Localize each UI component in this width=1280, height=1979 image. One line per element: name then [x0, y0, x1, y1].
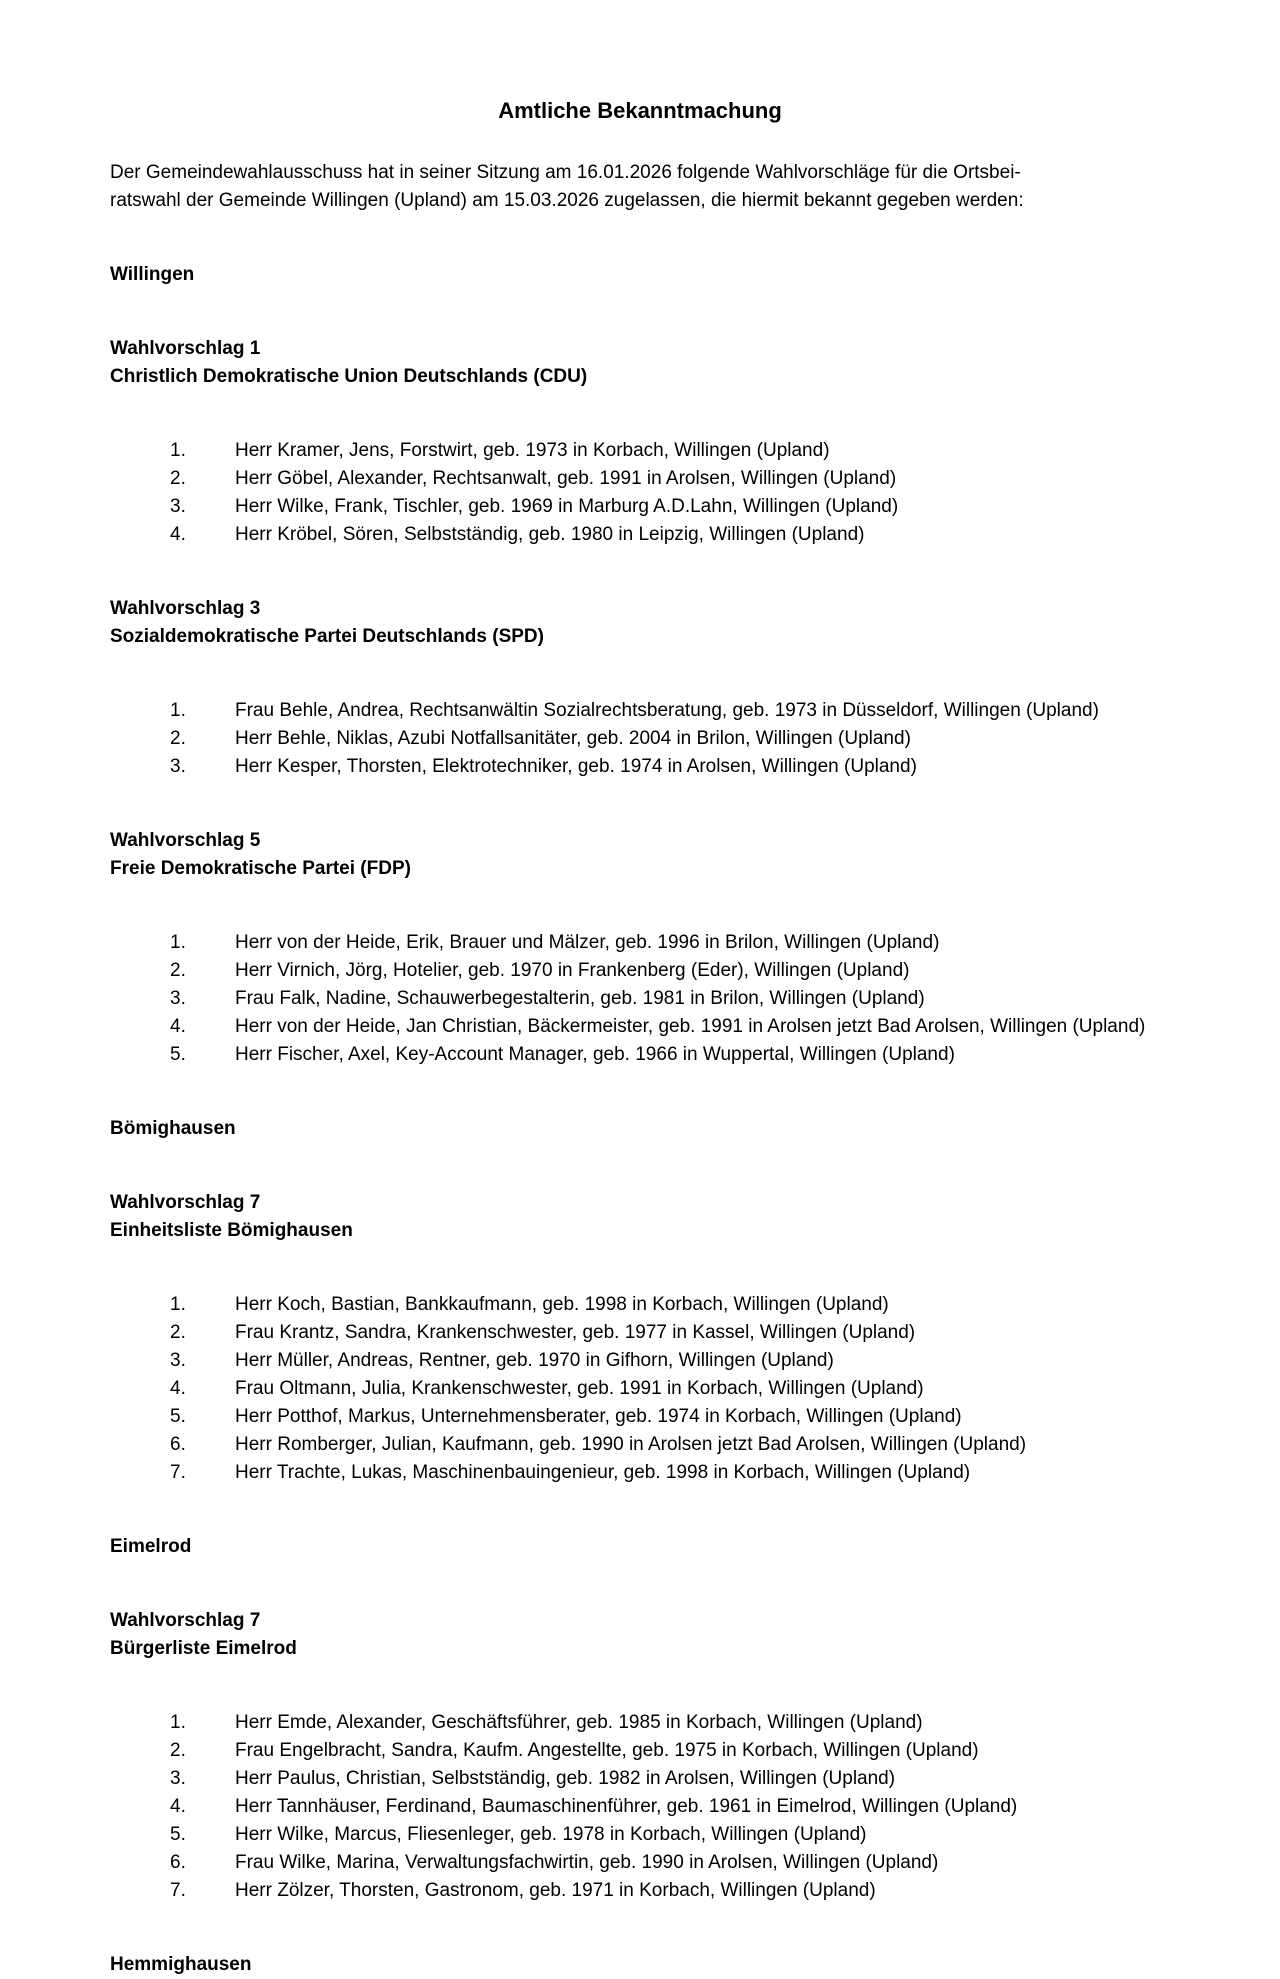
candidate-list	[110, 697, 1170, 781]
candidate-text: Herr Kesper, Thorsten, Elektrotechniker, geb. 1974 in Arolsen, Willingen (Upland)	[235, 756, 917, 777]
sections-container	[110, 261, 1170, 1979]
candidate-text: Herr Wilke, Frank, Tischler, geb. 1969 in Marburg A.D.Lahn, Willingen (Upland)	[235, 496, 899, 517]
candidate-text: Herr Kramer, Jens, Forstwirt, geb. 1973 in Korbach, Willingen (Upland)	[235, 440, 830, 461]
candidate-item	[110, 1375, 1170, 1403]
candidate-item	[110, 465, 1170, 493]
proposal-label: Wahlvorschlag 1	[110, 338, 261, 359]
candidate-number: 1.	[170, 700, 186, 721]
candidate-number: 2.	[170, 468, 186, 489]
candidate-text: Herr Göbel, Alexander, Rechtsanwalt, geb. 1991 in Arolsen, Willingen (Upland)	[235, 468, 897, 489]
candidate-text: Herr Fischer, Axel, Key-Account Manager, geb. 1966 in Wuppertal, Willingen (Upland)	[235, 1044, 955, 1065]
candidate-text: Herr Wilke, Marcus, Fliesenleger, geb. 1978 in Korbach, Willingen (Upland)	[235, 1824, 867, 1845]
candidate-item	[110, 1821, 1170, 1849]
candidate-text: Frau Oltmann, Julia, Krankenschwester, geb. 1991 in Korbach, Willingen (Upland)	[235, 1378, 924, 1399]
proposal-label: Wahlvorschlag 5	[110, 830, 261, 851]
candidate-text: Herr Trachte, Lukas, Maschinenbauingenieur, geb. 1998 in Korbach, Willingen (Upland)	[235, 1462, 971, 1483]
candidate-text: Herr Tannhäuser, Ferdinand, Baumaschinenführer, geb. 1961 in Eimelrod, Willingen (Upland)	[235, 1796, 1018, 1817]
party-name: Freie Demokratische Partei (FDP)	[110, 858, 411, 879]
candidate-text: Herr Zölzer, Thorsten, Gastronom, geb. 1971 in Korbach, Willingen (Upland)	[235, 1880, 876, 1901]
candidate-number: 4.	[170, 1016, 186, 1037]
candidate-list	[110, 437, 1170, 549]
candidate-number: 1.	[170, 932, 186, 953]
candidate-number: 4.	[170, 1378, 186, 1399]
candidate-text: Herr Koch, Bastian, Bankkaufmann, geb. 1998 in Korbach, Willingen (Upland)	[235, 1294, 889, 1315]
party-name: Bürgerliste Eimelrod	[110, 1638, 297, 1659]
candidate-number: 7.	[170, 1462, 186, 1483]
proposal-label: Wahlvorschlag 7	[110, 1192, 261, 1213]
candidate-text: Herr von der Heide, Erik, Brauer und Mälzer, geb. 1996 in Brilon, Willingen (Upland)	[235, 932, 940, 953]
candidate-text: Herr Romberger, Julian, Kaufmann, geb. 1990 in Arolsen jetzt Bad Arolsen, Willingen (Upland)	[235, 1434, 1027, 1455]
candidate-number: 5.	[170, 1044, 186, 1065]
candidate-item	[110, 1013, 1170, 1041]
candidate-number: 2.	[170, 728, 186, 749]
candidate-number: 4.	[170, 524, 186, 545]
candidate-text: Frau Engelbracht, Sandra, Kaufm. Angestellte, geb. 1975 in Korbach, Willingen (Upland)	[235, 1740, 979, 1761]
candidate-number: 3.	[170, 988, 186, 1009]
candidate-text: Frau Behle, Andrea, Rechtsanwältin Sozialrechtsberatung, geb. 1973 in Düsseldorf, Willingen (Upland)	[235, 700, 1099, 721]
proposal-label: Wahlvorschlag 7	[110, 1610, 261, 1631]
candidate-number: 6.	[170, 1434, 186, 1455]
candidate-number: 3.	[170, 756, 186, 777]
candidate-number: 2.	[170, 1322, 186, 1343]
candidate-text: Herr von der Heide, Jan Christian, Bäckermeister, geb. 1991 in Arolsen jetzt Bad Arolsen, Willingen (Upland)	[235, 1016, 1146, 1037]
candidate-number: 1.	[170, 1294, 186, 1315]
candidate-item	[110, 1765, 1170, 1793]
candidate-item	[110, 985, 1170, 1013]
candidate-text: Herr Kröbel, Sören, Selbstständig, geb. 1980 in Leipzig, Willingen (Upland)	[235, 524, 865, 545]
proposal-heading	[110, 595, 1170, 651]
candidate-item	[110, 1709, 1170, 1737]
candidate-item	[110, 1793, 1170, 1821]
candidate-text: Herr Virnich, Jörg, Hotelier, geb. 1970 in Frankenberg (Eder), Willingen (Upland)	[235, 960, 910, 981]
candidate-number: 3.	[170, 1768, 186, 1789]
candidate-number: 3.	[170, 1350, 186, 1371]
section-heading: Hemmighausen	[110, 1954, 252, 1975]
candidate-number: 5.	[170, 1824, 186, 1845]
candidate-number: 7.	[170, 1880, 186, 1901]
candidate-item	[110, 1877, 1170, 1905]
candidate-number: 1.	[170, 440, 186, 461]
candidate-item	[110, 929, 1170, 957]
candidate-number: 2.	[170, 1740, 186, 1761]
candidate-number: 5.	[170, 1406, 186, 1427]
candidate-number: 6.	[170, 1852, 186, 1873]
candidate-number: 1.	[170, 1712, 186, 1733]
candidate-text: Herr Müller, Andreas, Rentner, geb. 1970 in Gifhorn, Willingen (Upland)	[235, 1350, 834, 1371]
candidate-text: Herr Potthof, Markus, Unternehmensberater, geb. 1974 in Korbach, Willingen (Upland)	[235, 1406, 962, 1427]
candidate-text: Frau Falk, Nadine, Schauwerbegestalterin, geb. 1981 in Brilon, Willingen (Upland)	[235, 988, 925, 1009]
candidate-item	[110, 1459, 1170, 1487]
candidate-item	[110, 1737, 1170, 1765]
section-heading: Bömighausen	[110, 1118, 236, 1139]
intro-paragraph	[110, 159, 1170, 215]
party-name: Einheitsliste Bömighausen	[110, 1220, 353, 1241]
party-name: Christlich Demokratische Union Deutschlands (CDU)	[110, 366, 588, 387]
candidate-item	[110, 753, 1170, 781]
candidate-text: Herr Emde, Alexander, Geschäftsführer, geb. 1985 in Korbach, Willingen (Upland)	[235, 1712, 923, 1733]
proposal-heading	[110, 1189, 1170, 1245]
candidate-number: 4.	[170, 1796, 186, 1817]
candidate-item	[110, 1347, 1170, 1375]
candidate-text: Herr Behle, Niklas, Azubi Notfallsanitäter, geb. 2004 in Brilon, Willingen (Upland)	[235, 728, 911, 749]
candidate-item	[110, 957, 1170, 985]
candidate-text: Frau Krantz, Sandra, Krankenschwester, geb. 1977 in Kassel, Willingen (Upland)	[235, 1322, 916, 1343]
candidate-number: 3.	[170, 496, 186, 517]
candidate-text: Frau Wilke, Marina, Verwaltungsfachwirtin, geb. 1990 in Arolsen, Willingen (Upland)	[235, 1852, 939, 1873]
party-name: Sozialdemokratische Partei Deutschlands (SPD)	[110, 626, 544, 647]
proposal-heading	[110, 1607, 1170, 1663]
intro-line: Der Gemeindewahlausschuss hat in seiner Sitzung am 16.01.2026 folgende Wahlvorschläge für die Ortsbei-	[110, 162, 1021, 183]
proposal-heading	[110, 335, 1170, 391]
candidate-item	[110, 1849, 1170, 1877]
candidate-item	[110, 1431, 1170, 1459]
candidate-number: 2.	[170, 960, 186, 981]
candidate-item	[110, 1291, 1170, 1319]
section-heading: Eimelrod	[110, 1536, 192, 1557]
candidate-list	[110, 1291, 1170, 1487]
candidate-item	[110, 493, 1170, 521]
proposal-label: Wahlvorschlag 3	[110, 598, 261, 619]
candidate-item	[110, 437, 1170, 465]
candidate-item	[110, 1403, 1170, 1431]
document-title: Amtliche Bekanntmachung	[498, 98, 782, 123]
candidate-item	[110, 1041, 1170, 1069]
candidate-item	[110, 725, 1170, 753]
proposal-heading	[110, 827, 1170, 883]
candidate-list	[110, 929, 1170, 1069]
candidate-item	[110, 697, 1170, 725]
intro-line: ratswahl der Gemeinde Willingen (Upland) am 15.03.2026 zugelassen, die hiermit bekannt gegeben werden:	[110, 190, 1024, 211]
candidate-list	[110, 1709, 1170, 1905]
section-heading: Willingen	[110, 264, 195, 285]
candidate-item	[110, 1319, 1170, 1347]
candidate-item	[110, 521, 1170, 549]
candidate-text: Herr Paulus, Christian, Selbstständig, geb. 1982 in Arolsen, Willingen (Upland)	[235, 1768, 896, 1789]
